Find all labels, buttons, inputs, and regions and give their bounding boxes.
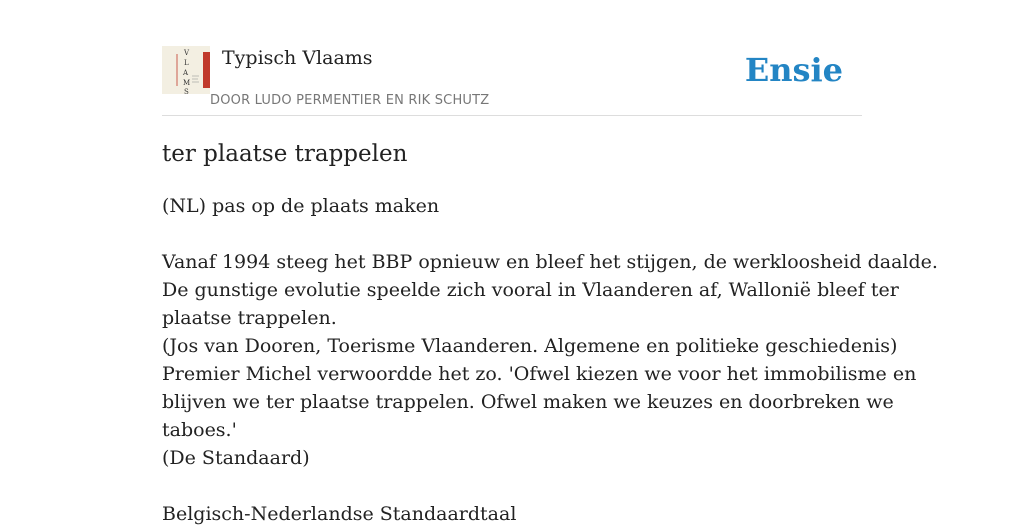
example-line: Vanaf 1994 steeg het BBP opnieuw en bleef het stijgen, de werkloosheid daalde. xyxy=(162,251,938,273)
spacer xyxy=(162,472,862,500)
author-byline: DOOR LUDO PERMENTIER EN RIK SCHUTZ xyxy=(210,93,490,108)
source-header xyxy=(162,46,862,116)
svg-text:M: M xyxy=(183,79,191,87)
example-line: Premier Michel verwoordde het zo. 'Ofwel kiezen we voor het immobilisme en xyxy=(162,363,917,385)
example-line: taboes.' xyxy=(162,419,237,441)
source-name[interactable]: Typisch Vlaams xyxy=(222,47,373,69)
citation-line: (De Standaard) xyxy=(162,447,310,469)
svg-text:S: S xyxy=(184,88,189,96)
svg-text:L: L xyxy=(184,59,189,67)
spacer xyxy=(162,220,862,248)
typisch-vlaams-book-cover-icon[interactable] xyxy=(162,46,210,94)
entry-body xyxy=(162,192,938,528)
example-line: plaatse trappelen. xyxy=(162,307,337,329)
citation-line: (Jos van Dooren, Toerisme Vlaanderen. Algemene en politieke geschiedenis) xyxy=(162,335,898,357)
ensie-logo[interactable]: Ensie xyxy=(744,51,843,89)
example-line: blijven we ter plaatse trappelen. Ofwel maken we keuzes en doorbreken we xyxy=(162,391,894,413)
entry-card xyxy=(162,0,938,525)
definition-text: (NL) pas op de plaats maken xyxy=(162,195,440,217)
language-label: Belgisch-Nederlandse Standaardtaal xyxy=(162,503,517,525)
example-line: De gunstige evolutie speelde zich vooral in Vlaanderen af, Wallonië bleef ter xyxy=(162,279,899,301)
svg-text:A: A xyxy=(183,69,189,77)
entry-term: ter plaatse trappelen xyxy=(162,141,408,167)
svg-text:V: V xyxy=(184,49,190,57)
